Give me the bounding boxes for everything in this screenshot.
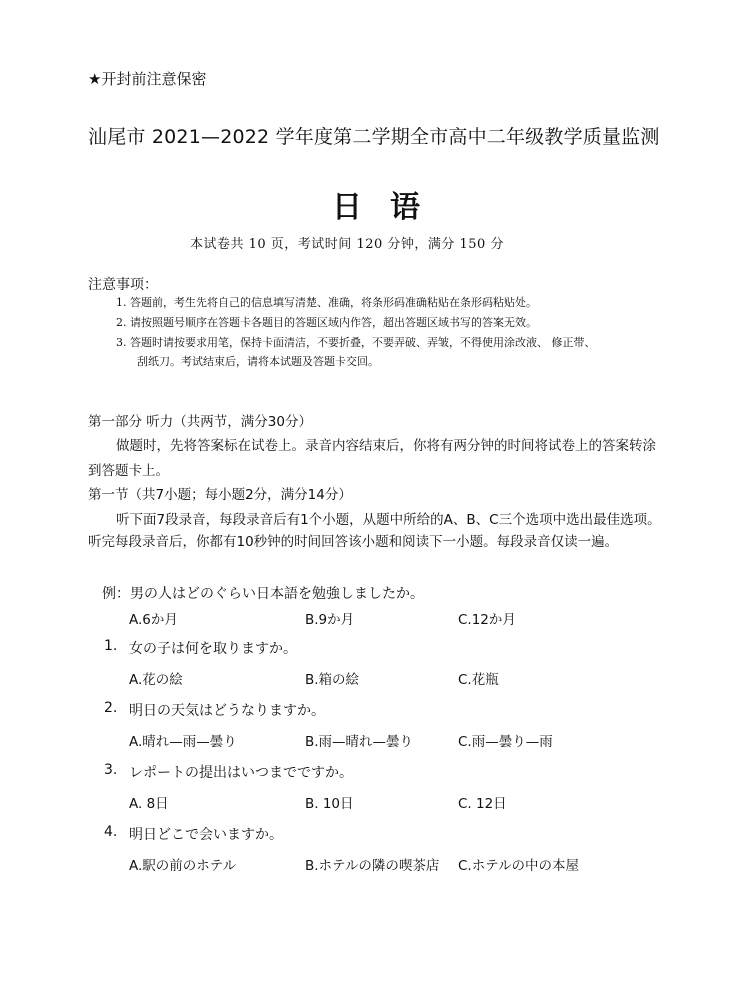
question-text: 明日の天気はどうなりますか。 xyxy=(129,703,325,719)
option-c: C.ホテルの中の本屋 xyxy=(458,858,580,874)
part1-heading: 第一部分 听力（共两节，满分30分） xyxy=(88,414,312,430)
question-text: レポートの提出はいつまでですか。 xyxy=(129,765,353,781)
exam-title: 汕尾市 2021—2022 学年度第二学期全市高中二年级教学质量监测 xyxy=(88,126,660,148)
confidential-label: ★开封前注意保密 xyxy=(88,70,207,88)
question-text: 明日どこで会いますか。 xyxy=(129,827,283,843)
example-option-c: C.12か月 xyxy=(458,612,516,628)
option-b: B.雨—晴れ—曇り xyxy=(305,734,414,750)
option-b: B. 10日 xyxy=(305,796,354,812)
question-number: 1. xyxy=(104,638,118,654)
question-text: 女の子は何を取りますか。 xyxy=(129,641,297,657)
part1-instruction: 到答题卡上。 xyxy=(88,463,169,479)
option-c: C. 12日 xyxy=(458,796,507,812)
option-b: B.ホテルの隣の喫茶店 xyxy=(305,858,440,874)
question-number: 4. xyxy=(104,824,118,840)
subject-title: 日语 xyxy=(332,190,448,225)
section1-heading: 第一节（共7小题；每小题2分，满分14分） xyxy=(88,487,352,503)
option-a: A.花の絵 xyxy=(129,672,183,688)
example-option-b: B.9か月 xyxy=(305,612,355,628)
option-b: B.箱の絵 xyxy=(305,672,360,688)
notice-item: 1. 答题前，考生先将自己的信息填写清楚、准确，将条形码准确粘贴在条形码粘贴处。 xyxy=(116,296,537,309)
question-number: 2. xyxy=(104,700,118,716)
option-c: C.雨—曇り—雨 xyxy=(458,734,553,750)
exam-info: 本试卷共 10 页，考试时间 120 分钟，满分 150 分 xyxy=(190,237,504,252)
option-a: A. 8日 xyxy=(129,796,169,812)
notice-item: 3. 答题时请按要求用笔，保持卡面清洁，不要折叠，不要弄破、弄皱，不得使用涂改液、 修正带、 xyxy=(116,336,596,349)
notice-item: 刮纸刀。考试结束后，请将本试题及答题卡交回。 xyxy=(137,355,379,368)
option-a: A.駅の前のホテル xyxy=(129,858,237,874)
question-number: 3. xyxy=(104,762,118,778)
part1-instruction: 做题时，先将答案标在试卷上。录音内容结束后，你将有两分钟的时间将试卷上的答案转涂 xyxy=(116,438,656,454)
notice-item: 2. 请按照题号顺序在答题卡各题目的答题区域内作答，超出答题区域书写的答案无效。 xyxy=(116,316,537,329)
example-option-a: A.6か月 xyxy=(129,612,178,628)
section1-instruction: 听下面7段录音，每段录音后有1个小题，从题中所给的A、B、C三个选项中选出最佳选项。 xyxy=(116,512,661,528)
notice-heading: 注意事项： xyxy=(88,277,158,293)
option-a: A.晴れ—雨—曇り xyxy=(129,734,237,750)
section1-instruction: 听完每段录音后，你都有10秒钟的时间回答该小题和阅读下一小题。每段录音仅读一遍。 xyxy=(88,534,619,550)
example-question: 例：男の人はどのぐらい日本語を勉強しましたか。 xyxy=(102,586,424,602)
option-c: C.花瓶 xyxy=(458,672,499,688)
